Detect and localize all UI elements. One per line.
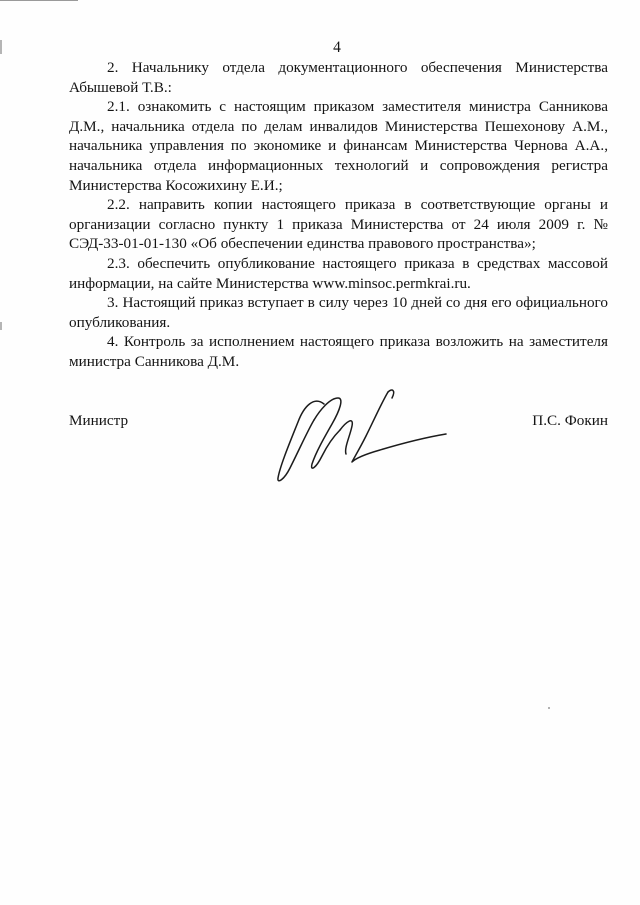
signatory-name: П.С. Фокин (532, 412, 608, 429)
paragraph-4: 4. Контроль за исполнением настоящего приказа возложить на заместителя министра Санникова Д.М. (69, 333, 608, 370)
paragraph-2-1: 2.1. ознакомить с настоящим приказом заместителя министра Санникова Д.М., начальника отдела по делам инвалидов Министерства Пешехонову А.М., начальника управления по экономике и финансам Министерства Чернова А.А., начальника отдела информационных технологий и сопровождения регистра Министерства Косожихину Е.И.; (69, 98, 608, 194)
page-number: 4 (333, 39, 341, 56)
scan-speck (548, 707, 550, 709)
paragraph-2-3: 2.3. обеспечить опубликование настоящего приказа в средствах массовой информации, на сайте Министерства www.minsoc.permkrai.ru. (69, 254, 608, 292)
paragraph-3: 3. Настоящий приказ вступает в силу через 10 дней со дня его официального опубликования. (69, 294, 608, 331)
signatory-position: Министр (69, 412, 129, 429)
scan-edge-mark (0, 40, 2, 54)
paragraph-2: 2. Начальнику отдела документационного обеспечения Министерства Абышевой Т.В.: (69, 59, 608, 96)
scan-edge-mark (0, 322, 2, 330)
paragraph-2-2: 2.2. направить копии настоящего приказа в соответствующие органы и организации согласно пункту 1 приказа Министерства от 24 июля 2009 г. № СЭД-33-01-01-130 «Об обеспечении единства правового пространства»; (69, 196, 608, 253)
scan-edge-line (0, 0, 78, 1)
document-body (69, 58, 608, 372)
handwritten-signature (270, 380, 450, 485)
